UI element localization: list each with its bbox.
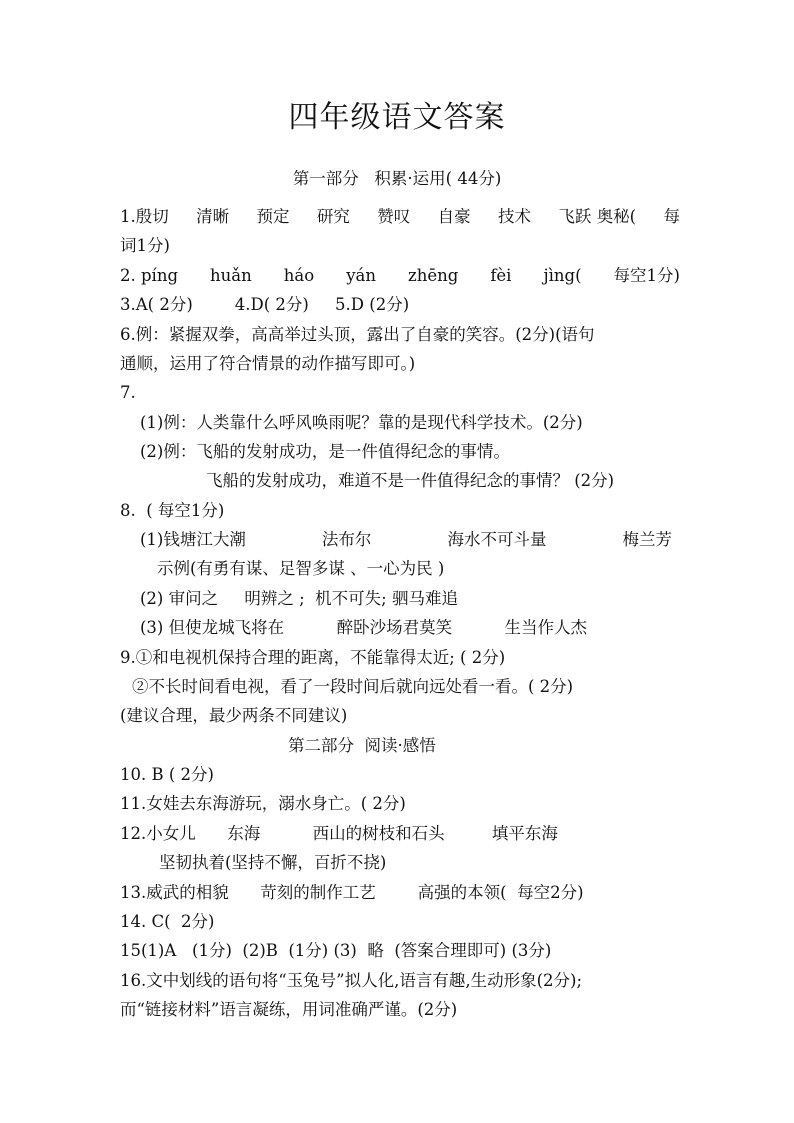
q8-item: (1)钱塘江大潮 [140, 530, 246, 549]
page-title: 四年级语文答案 [288, 100, 506, 135]
q9-answer-2: ②不长时间看电视，看了一段时间后就向远处看一看。( 2分) [132, 677, 574, 696]
q1-item: 清晰 [196, 207, 230, 226]
q2-item: 2. píng [120, 266, 179, 285]
q3-q5-answers: 3.A( 2分) 4.D( 2分) 5.D (2分) [120, 295, 410, 314]
q2-item: huǎn [210, 266, 252, 285]
q13-answer: 13.威武的相貌 苛刻的制作工艺 高强的本领( 每空2分) [120, 883, 584, 902]
q9-answer-1: 9.①和电视机保持合理的距离，不能靠得太近; ( 2分) [120, 648, 506, 667]
part1-heading: 第一部分 积累·运用( 44分) [292, 169, 502, 188]
q16-answer-1: 16.文中划线的语句将“玉兔号”拟人化,语言有趣,生动形象(2分); [120, 971, 583, 990]
q8-row2: (2) 审问之 明辨之 ; 机不可失; 驷马难追 [140, 589, 458, 608]
q1-answer-line2: 词1分) [120, 236, 170, 255]
q1-item: 赞叹 [377, 207, 411, 226]
q2-item: yán [346, 266, 376, 285]
q1-item: 技术 [498, 207, 531, 226]
q2-item: jìng( [543, 266, 582, 285]
q1-item: 飞跃 奥秘( [558, 207, 637, 226]
q7-answer-1: (1)例：人类靠什么呼风唤雨呢？靠的是现代科学技术。(2分) [140, 413, 583, 432]
q12-answer-2: 坚韧执着(坚持不懈，百折不挠) [159, 853, 387, 872]
q1-answer-line1 [120, 204, 680, 230]
q14-answer: 14. C( 2分) [120, 912, 215, 931]
q8-item: 海水不可斗量 [447, 530, 547, 549]
q7-number: 7. [120, 383, 136, 402]
q8-item: 梅兰芳 [622, 530, 672, 549]
q6-answer-line2: 通顺，运用了符合情景的动作描写即可。) [120, 354, 416, 373]
q15-answer: 15(1)A (1分) (2)B (1分) (3) 略 (答案合理即可) (3分) [120, 941, 552, 960]
q16-answer-2: 而“链接材料”语言凝练，用词准确严谨。(2分) [120, 1000, 458, 1019]
q1-item: 研究 [316, 207, 350, 226]
q7-answer-2b: 飞船的发射成功，难道不是一件值得纪念的事情？ (2分) [206, 471, 615, 490]
q1-item: 1.殷切 [120, 207, 169, 226]
q2-item: fèi [490, 266, 512, 285]
q1-item: 预定 [256, 207, 290, 226]
q6-answer-line1: 6.例：紧握双拳，高高举过头顶，露出了自豪的笑容。(2分)(语句 [120, 325, 595, 344]
part2-heading: 第二部分 阅读·感悟 [288, 736, 436, 755]
q11-answer: 11.女娃去东海游玩，溺水身亡。( 2分) [120, 794, 406, 813]
q8-heading: 8. ( 每空1分) [120, 501, 225, 520]
q1-item: 自豪 [437, 207, 471, 226]
q1-item: 每 [663, 207, 680, 226]
q12-answer-1: 12.小女儿 东海 西山的树枝和石头 填平东海 [120, 824, 558, 843]
q2-item: zhēng [408, 266, 459, 285]
q2-answer [120, 263, 680, 289]
q2-item: 每空1分) [613, 266, 680, 285]
q8-item: 法布尔 [321, 530, 372, 549]
q8-row1 [140, 527, 672, 553]
q2-item: háo [283, 266, 315, 285]
q9-note: (建议合理，最少两条不同建议) [120, 706, 348, 725]
q8-row1-example: 示例(有勇有谋、足智多谋 、一心为民 ) [157, 559, 445, 578]
q10-answer: 10. B ( 2分) [120, 765, 214, 784]
q7-answer-2: (2)例：飞船的发射成功，是一件值得纪念的事情。 [140, 442, 510, 461]
q8-row3: (3) 但使龙城飞将在 醉卧沙场君莫笑 生当作人杰 [140, 618, 588, 637]
